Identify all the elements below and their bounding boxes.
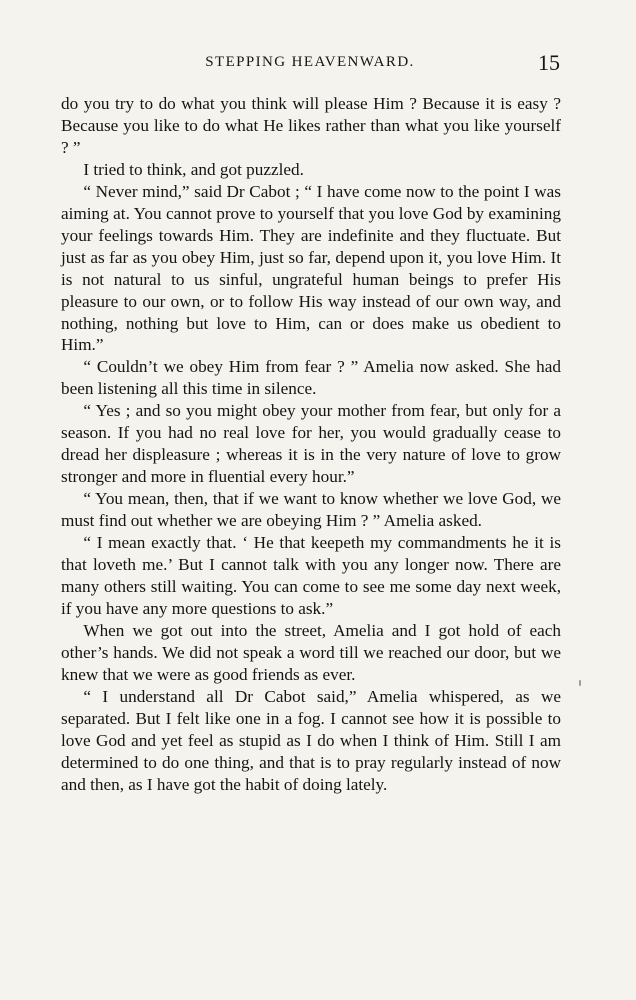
page-number: 15 (538, 50, 560, 75)
paragraph-7: “ I mean exactly that. ‘ He that keepeth my commandments he it is that loveth me.’ But I cannot talk with you any longer now. There are many others still waiting. You can come to see me some day next week, if you have any more questions to ask.” (61, 533, 561, 618)
paragraph-1: do you try to do what you think will please Him ? Because it is easy ? Because you like to do what He likes rather than what you like yourself ? ” (61, 94, 561, 157)
paragraph-9: “ I understand all Dr Cabot said,” Amelia whispered, as we separated. But I felt like one in a fog. I cannot see how it is possible to love God and yet feel as stupid as I do when I think of Him. Still I am determined to do one thing, and that is to pray regularly instead of now and then, as I have got the habit of doing lately. (61, 686, 561, 794)
paragraph-4: “ Couldn’t we obey Him from fear ? ” Amelia now asked. She had been listening all this time in silence. (61, 357, 561, 399)
body-text (61, 93, 561, 796)
paragraph-3: “ Never mind,” said Dr Cabot ; “ I have come now to the point I was aiming at. You cannot prove to yourself that you love God by examining your feelings towards Him. They are indefinite and they fluctuate. But just as far as you obey Him, just so far, depend upon it, you love Him. It is not natural to us sinful, ungrateful human beings to prefer His pleasure to our own, or to follow His way instead of our own way, and nothing, nothing but love to Him, can or does make us obedient to Him.” (61, 181, 561, 355)
running-head (60, 50, 560, 76)
paragraph-8: When we got out into the street, Amelia and I got hold of each other’s hands. We did not speak a word till we reached our door, but we knew that we were as good friends as ever. (61, 620, 561, 684)
paragraph-5: “ Yes ; and so you might obey your mother from fear, but only for a season. If you had no real love for her, you would gradually cease to dread her displeasure ; whereas it is in the very nature of love to grow stronger and more in fluential every hour.” (61, 401, 561, 487)
running-title: STEPPING HEAVENWARD. (205, 54, 415, 70)
paragraph-6: “ You mean, then, that if we want to know whether we love God, we must find out whether we are obeying Him ? ” Amelia asked. (61, 489, 561, 531)
margin-speck (579, 680, 581, 686)
paragraph-2: I tried to think, and got puzzled. (83, 159, 304, 179)
